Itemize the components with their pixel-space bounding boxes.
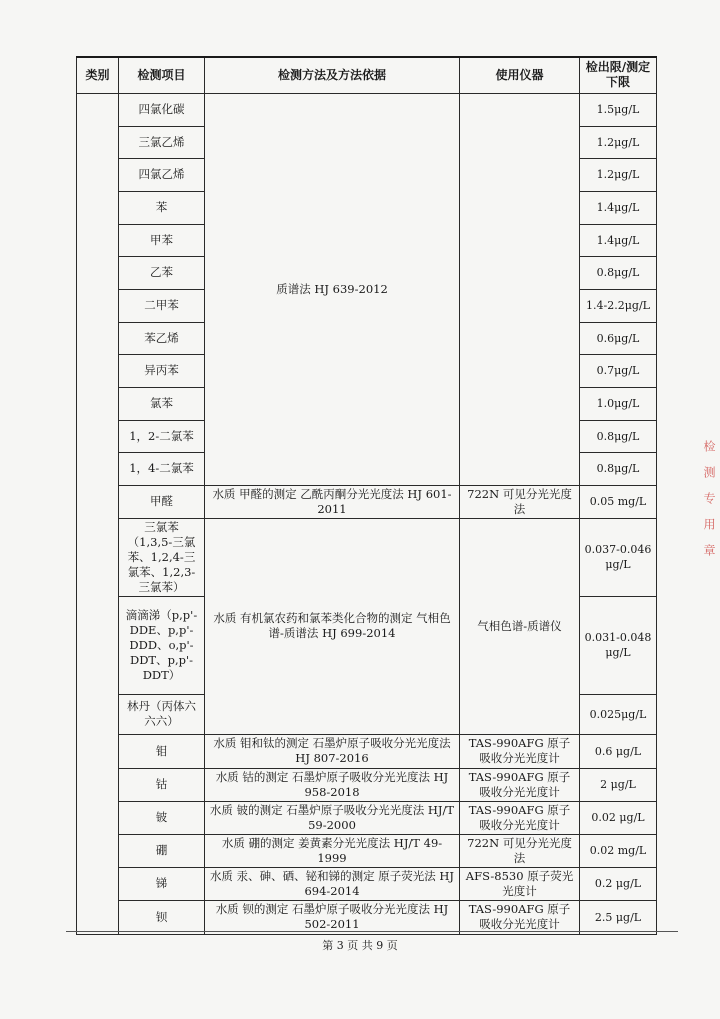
- limit-cell: 0.6 μg/L: [580, 734, 657, 768]
- item-cell: 锑: [119, 867, 205, 900]
- item-cell: 甲苯: [119, 224, 205, 256]
- method-cell: 水质 有机氯农药和氯苯类化合物的测定 气相色谱-质谱法 HJ 699-2014: [205, 518, 460, 734]
- limit-cell: 0.02 mg/L: [580, 834, 657, 867]
- table-row: [77, 900, 657, 934]
- page-number: 第 3 页 共 9 页: [322, 939, 398, 952]
- limit-cell: 0.05 mg/L: [580, 485, 657, 518]
- header-limit: 检出限/测定下限: [580, 57, 657, 93]
- test-method-table: [76, 56, 657, 935]
- item-cell: 钴: [119, 768, 205, 801]
- item-cell: 钡: [119, 900, 205, 934]
- instrument-cell: 气相色谱-质谱仪: [460, 518, 580, 734]
- header-item: 检测项目: [119, 57, 205, 93]
- item-cell: 氯苯: [119, 387, 205, 420]
- limit-cell: 1.5μg/L: [580, 93, 657, 126]
- item-cell: 四氯乙烯: [119, 158, 205, 191]
- limit-cell: 1.4μg/L: [580, 191, 657, 224]
- red-seal-stamp: 检测专用章: [702, 440, 716, 570]
- item-cell: 三氯乙烯: [119, 126, 205, 158]
- method-cell: 水质 钼和钛的测定 石墨炉原子吸收分光光度法 HJ 807-2016: [205, 734, 460, 768]
- header-method: 检测方法及方法依据: [205, 57, 460, 93]
- item-cell: 乙苯: [119, 256, 205, 289]
- limit-cell: 2 μg/L: [580, 768, 657, 801]
- limit-cell: 0.025μg/L: [580, 694, 657, 734]
- instrument-cell: TAS-990AFG 原子吸收分光光度计: [460, 900, 580, 934]
- table-row: [77, 518, 657, 596]
- instrument-cell: TAS-990AFG 原子吸收分光光度计: [460, 734, 580, 768]
- item-cell: 四氯化碳: [119, 93, 205, 126]
- item-cell: 二甲苯: [119, 289, 205, 322]
- limit-cell: 0.2 μg/L: [580, 867, 657, 900]
- instrument-cell: [460, 93, 580, 485]
- table-row: [77, 485, 657, 518]
- item-cell: 铍: [119, 801, 205, 834]
- instrument-cell: AFS-8530 原子荧光光度计: [460, 867, 580, 900]
- limit-cell: 1.2μg/L: [580, 158, 657, 191]
- method-cell: 水质 硼的测定 姜黄素分光光度法 HJ/T 49-1999: [205, 834, 460, 867]
- limit-cell: 0.6μg/L: [580, 322, 657, 354]
- instrument-cell: 722N 可见分光光度法: [460, 834, 580, 867]
- item-cell: 林丹（丙体六六六）: [119, 694, 205, 734]
- limit-cell: 1.2μg/L: [580, 126, 657, 158]
- item-cell: 硼: [119, 834, 205, 867]
- item-cell: 苯乙烯: [119, 322, 205, 354]
- table-row: [77, 834, 657, 867]
- table-row: [77, 93, 657, 126]
- table-row: [77, 801, 657, 834]
- table-row: [77, 867, 657, 900]
- item-cell: 异丙苯: [119, 354, 205, 387]
- limit-cell: 0.02 μg/L: [580, 801, 657, 834]
- item-cell: 1，4-二氯苯: [119, 452, 205, 485]
- instrument-cell: 722N 可见分光光度法: [460, 485, 580, 518]
- method-cell: 水质 甲醛的测定 乙酰丙酮分光光度法 HJ 601-2011: [205, 485, 460, 518]
- limit-cell: 2.5 μg/L: [580, 900, 657, 934]
- table-row: [77, 768, 657, 801]
- item-cell: 钼: [119, 734, 205, 768]
- method-cell: 水质 铍的测定 石墨炉原子吸收分光光度法 HJ/T 59-2000: [205, 801, 460, 834]
- method-cell: 水质 钡的测定 石墨炉原子吸收分光光度法 HJ 502-2011: [205, 900, 460, 934]
- instrument-cell: TAS-990AFG 原子吸收分光光度计: [460, 768, 580, 801]
- item-cell: 甲醛: [119, 485, 205, 518]
- item-cell: 滴滴涕（p,p'-DDE、p,p'-DDD、o,p'-DDT、p,p'-DDT）: [119, 596, 205, 694]
- item-cell: 三氯苯（1,3,5-三氯苯、1,2,4-三氯苯、1,2,3-三氯苯）: [119, 518, 205, 596]
- method-cell: 水质 汞、砷、硒、铋和锑的测定 原子荧光法 HJ 694-2014: [205, 867, 460, 900]
- limit-cell: 0.037-0.046 μg/L: [580, 518, 657, 596]
- limit-cell: 0.7μg/L: [580, 354, 657, 387]
- item-cell: 1，2-二氯苯: [119, 420, 205, 452]
- header-instrument: 使用仪器: [460, 57, 580, 93]
- instrument-cell: TAS-990AFG 原子吸收分光光度计: [460, 801, 580, 834]
- category-cell: [77, 93, 119, 934]
- limit-cell: 1.4-2.2μg/L: [580, 289, 657, 322]
- limit-cell: 0.8μg/L: [580, 452, 657, 485]
- limit-cell: 0.031-0.048 μg/L: [580, 596, 657, 694]
- item-cell: 苯: [119, 191, 205, 224]
- header-category: 类别: [77, 57, 119, 93]
- limit-cell: 1.4μg/L: [580, 224, 657, 256]
- method-cell: 质谱法 HJ 639-2012: [205, 93, 460, 485]
- limit-cell: 1.0μg/L: [580, 387, 657, 420]
- method-cell: 水质 钴的测定 石墨炉原子吸收分光光度法 HJ 958-2018: [205, 768, 460, 801]
- table-header-row: [77, 57, 657, 93]
- table-row: [77, 734, 657, 768]
- footer-divider: [66, 931, 678, 932]
- limit-cell: 0.8μg/L: [580, 256, 657, 289]
- limit-cell: 0.8μg/L: [580, 420, 657, 452]
